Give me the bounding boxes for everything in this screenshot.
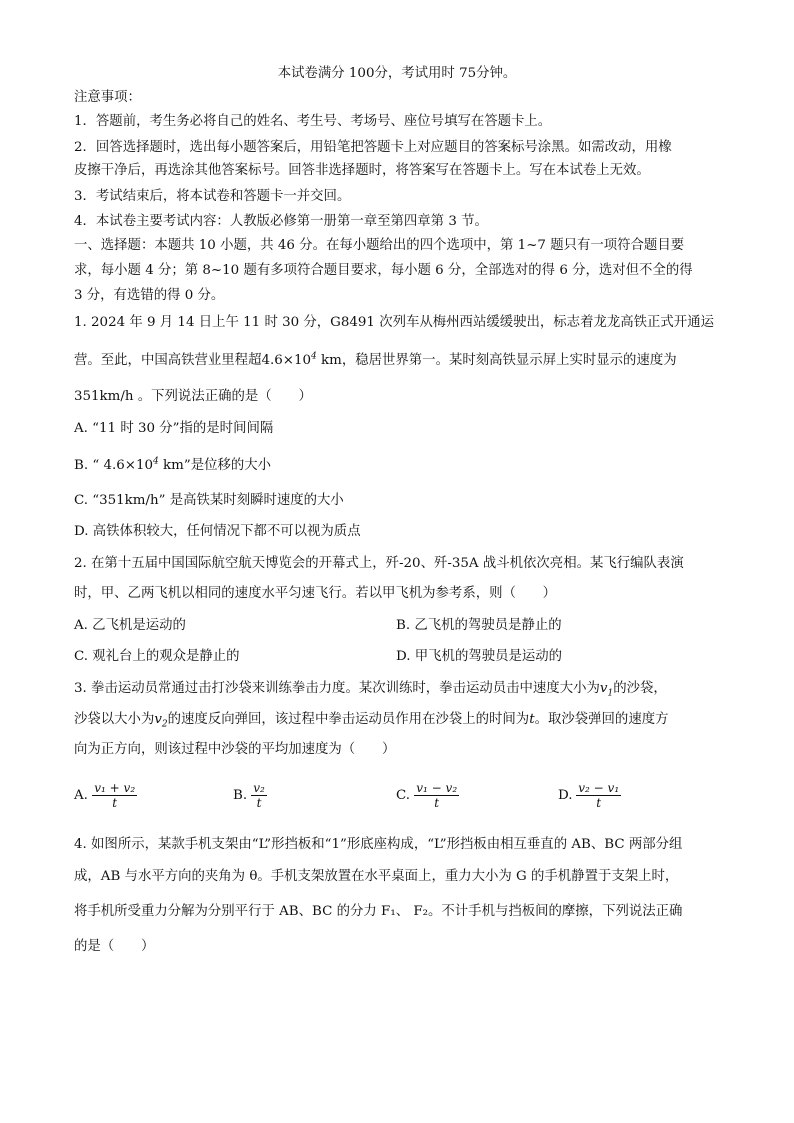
question-3-stem: 3. 拳击运动员常通过击打沙袋来训练拳击力度。某次训练时，拳击运动员击中速度大小为$v_1$的沙袋， bbox=[74, 681, 667, 699]
section-instructions: 3 分，有选错的得 0 分。 bbox=[74, 288, 225, 303]
notice-item: 4．本试卷主要考试内容：人教版必修第一册第一章至第四章第 3 节。 bbox=[74, 214, 488, 229]
notice-item: 3．考试结束后，将本试卷和答题卡一并交回。 bbox=[74, 189, 351, 204]
question-3-stem: 向为正方向，则该过程中沙袋的平均加速度为（ ） bbox=[74, 742, 396, 757]
question-3-stem: 沙袋以大小为$v_2$的速度反向弹回，该过程中拳击运动员作用在沙袋上的时间为t。取沙袋弹回的速度方 bbox=[74, 712, 669, 730]
question-2-option-c: C. 观礼台上的观众是静止的 bbox=[74, 649, 240, 664]
question-1-option-d: D. 高铁体积较大，任何情况下都不可以视为质点 bbox=[74, 524, 361, 539]
question-2-option-d: D. 甲飞机的驾驶员是运动的 bbox=[396, 649, 563, 664]
question-4-stem: 的是（ ） bbox=[74, 939, 155, 954]
fraction: $\frac{\text{v₁ − v₂}}{t}$ bbox=[416, 781, 458, 810]
fraction: $\frac{\text{v₁ + v₂}}{t}$ bbox=[94, 781, 136, 810]
formula: $4.6\times 10^4$ km bbox=[261, 351, 342, 368]
section-instructions: 求，每小题 4 分；第 8~10 题有多项符合题目要求，每小题 6 分，全部选对的得 6 分，选对但不全的得 bbox=[74, 263, 693, 278]
question-1-stem: 351km/h 。下列说法正确的是（ ） bbox=[74, 389, 312, 404]
notice-title: 注意事项： bbox=[74, 90, 141, 105]
notice-item: 2．回答选择题时，选出每小题答案后，用铅笔把答题卡上对应题目的答案标号涂黑。如需改动，用橡 bbox=[74, 140, 672, 155]
section-instructions: 一、选择题：本题共 10 小题，共 46 分。在每小题给出的四个选项中，第 1~7 题只有一项符合题目要 bbox=[74, 238, 685, 253]
question-3-option-d: D. $\frac{\text{v₂ − v₁}}{t}$ bbox=[558, 781, 620, 810]
question-1-option-c: C. “351km/h” 是高铁某时刻瞬时速度的大小 bbox=[74, 493, 344, 508]
notice-item: 皮擦干净后，再选涂其他答案标号。回答非选择题时，将答案写在答题卡上。写在本试卷上无效。 bbox=[74, 163, 650, 178]
fraction: $\frac{\text{v₂ − v₁}}{t}$ bbox=[578, 781, 620, 810]
question-1-option-b: B. “ $4.6\times 10^4$ km”是位移的大小 bbox=[74, 456, 272, 473]
question-1-option-a: A. “11 时 30 分”指的是时间间隔 bbox=[74, 421, 274, 436]
question-1-stem: 1. 2024 年 9 月 14 日上午 11 时 30 分，G8491 次列车从梅州西站缓缓驶出，标志着龙龙高铁正式开通运 bbox=[74, 315, 714, 330]
exam-header: 本试卷满分 100分，考试用时 75分钟。 bbox=[277, 66, 517, 81]
question-3-option-b: B. $\frac{\text{v₂}}{t}$ bbox=[233, 781, 265, 810]
velocity-v1: $v_1$ bbox=[599, 681, 614, 699]
question-3-option-c: C. $\frac{\text{v₁ − v₂}}{t}$ bbox=[396, 781, 458, 810]
question-4-stem: 成，AB 与水平方向的夹角为 θ。手机支架放置在水平桌面上，重力大小为 G 的手机静置于支架上时， bbox=[74, 869, 679, 884]
question-2-stem: 时，甲、乙两飞机以相同的速度水平匀速飞行。若以甲飞机为参考系，则（ ） bbox=[74, 586, 557, 601]
question-2-option-a: A. 乙飞机是运动的 bbox=[74, 618, 186, 633]
question-2-stem: 2. 在第十五届中国国际航空航天博览会的开幕式上，歼-20、歼-35A 战斗机依次亮相。某飞行编队表演 bbox=[74, 556, 684, 571]
question-2-option-b: B. 乙飞机的驾驶员是静止的 bbox=[396, 618, 562, 633]
question-4-stem: 将手机所受重力分解为分别平行于 AB、BC 的分力 F₁、 F₂。不计手机与挡板间的摩擦，下列说法正确 bbox=[74, 904, 683, 919]
notice-item: 1．答题前，考生务必将自己的姓名、考生号、考场号、座位号填写在答题卡上。 bbox=[74, 114, 552, 129]
question-4-stem: 4. 如图所示，某款手机支架由“L”形挡板和“1”形底座构成，“L”形挡板由相互垂直的 AB、BC 两部分组 bbox=[74, 837, 683, 852]
question-3-option-a: A. $\frac{\text{v₁ + v₂}}{t}$ bbox=[74, 781, 136, 810]
question-1-stem: 营。至此，中国高铁营业里程超$4.6\times 10^4$ km，稳居世界第一。某时刻高铁显示屏上实时显示的速度为 bbox=[74, 351, 677, 368]
velocity-v2: $v_2$ bbox=[154, 712, 168, 730]
time-t: t bbox=[529, 712, 535, 727]
formula: $4.6\times 10^4$ km bbox=[103, 456, 184, 473]
fraction: $\frac{\text{v₂}}{t}$ bbox=[253, 781, 265, 810]
